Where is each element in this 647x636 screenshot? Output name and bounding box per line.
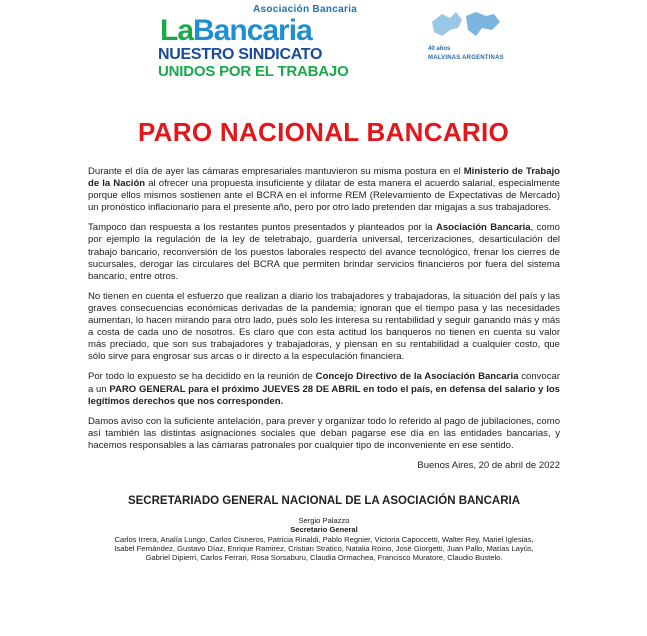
body-paragraph [88, 416, 560, 452]
logo-slogan-2: UNIDOS POR EL TRABAJO [158, 63, 349, 80]
document-body [88, 166, 560, 452]
signature-heading: SECRETARIADO GENERAL NACIONAL DE LA ASOCIACIÓN BANCARIA [127, 494, 521, 507]
body-paragraph [88, 291, 560, 364]
logo-wordmark [160, 16, 312, 46]
logo-assoc-text: Asociación Bancaria [253, 4, 358, 15]
la-bancaria-logo [158, 4, 420, 80]
text: al ofrecer una propuesta insuficiente y dilatar de esta manera el acuerdo salarial, especialmente porque ellos mismos sostienen ante el BCRA en el informe REM (Relevamiento de Expectativas de Mercado) un pronóstico inflacionario para el presente año, pero por otro lado pretenden dar migajas a sus trabajadores. [88, 178, 560, 214]
signatory-role: Secretario General [290, 525, 358, 535]
document-content [88, 166, 560, 562]
text: convocar a un [88, 371, 561, 395]
malvinas-years: 40 años [428, 46, 451, 52]
bold-text: PARO GENERAL para el próximo JUEVES 28 DE ABRIL en todo el país, en defensa del salario y los legítimos derechos que nos corresponden. [88, 383, 560, 407]
signatory-name: Sergio Palazzo [298, 515, 350, 525]
bold-text: Asociación Bancaria [435, 222, 531, 234]
body-paragraph [88, 371, 560, 407]
page-title: PARO NACIONAL BANCARIO [137, 117, 510, 147]
members-line: Isabel Fernández, Gustavo Díaz, Enrique Ramirez, Cristian Stratico, Natalia Roino, José Giorgetti, Juan Pallo, Matías Layús, [114, 543, 534, 553]
signature-block [28, 516, 620, 562]
text: Durante el día de ayer las cámaras empresariales mantuvieron su misma postura en el [88, 166, 464, 177]
bold-text: Concejo Directivo de la Asociación Bancaria [315, 371, 519, 383]
body-paragraph [88, 166, 560, 214]
text: Damos aviso con la suficiente antelación, para prever y organizar todo lo referido al pago de jubilaciones, como así también las distintas asignaciones sociales que deban pagarse ese día en las entidades bancarias, y hacemos responsables a las cámaras patronales por cualquier tipo de inconveniente en ese sentido. [88, 415, 560, 451]
malvinas-map-icon [428, 8, 502, 42]
logo-la: La [160, 14, 194, 47]
members-line: Gabriel Dipierri, Carlos Ferrari, Rosa Sorsaburu, Claudia Ormachea, Francisco Muratore, Claudio Bustelo. [145, 553, 503, 563]
members-line: Carlos Irrera, Analía Lungo, Carlos Cisneros, Patricia Rinaldi, Pablo Regnier, Victoria Capoccetti, Walter Rey, Mariel Iglesias, [114, 534, 534, 544]
text: Por todo lo expuesto se ha decidido en la reunión de [88, 371, 316, 383]
malvinas-logo [426, 8, 516, 70]
bold-text: Ministerio de Trabajo de la Nación [88, 166, 560, 190]
text: No tienen en cuenta el esfuerzo que realizan a diario los trabajadores y trabajadoras, la situación del país y las graves consecuencias económicas derivadas de la pandemia; ignoran que el tiempo pasa y las necesidades aumentan, lo hacen mirando para otro lado, pués solo les interesa su rentabilidad y seguir ganando más y más a costa de cada uno de nosotros. Es claro que con esta actitud los banqueros no tienen en cuenta su valor más preciado, que son sus trabajadores y trabajadoras, y piensan en su rentabilidad a cualquier costo, que sólo sirve para engrosar sus arcas o ir directo a la especulación financiera. [88, 290, 560, 363]
malvinas-label: MALVINAS ARGENTINAS [428, 55, 504, 61]
document-date: Buenos Aires, 20 de abril de 2022 [417, 459, 560, 471]
body-paragraph [88, 222, 560, 282]
logo-slogan-1: NUESTRO SINDICATO [158, 46, 323, 63]
text: Tampoco dan respuesta a los restantes puntos presentados y planteados por la [88, 222, 436, 234]
text: , como por ejemplo la regulación de la ley de teletrabajo, guardería universal, tercerizaciones, desarticulación del trabajo bancario, reconversión de los puestos laborales respecto del avance tecnológico, frenar los cierres de sucursales, derogar las circulares del BCRA que permiten brindar servicios financieros por fuera del sistema bancario, entre otros. [88, 222, 560, 282]
logo-bancaria: Bancaria [193, 14, 312, 47]
